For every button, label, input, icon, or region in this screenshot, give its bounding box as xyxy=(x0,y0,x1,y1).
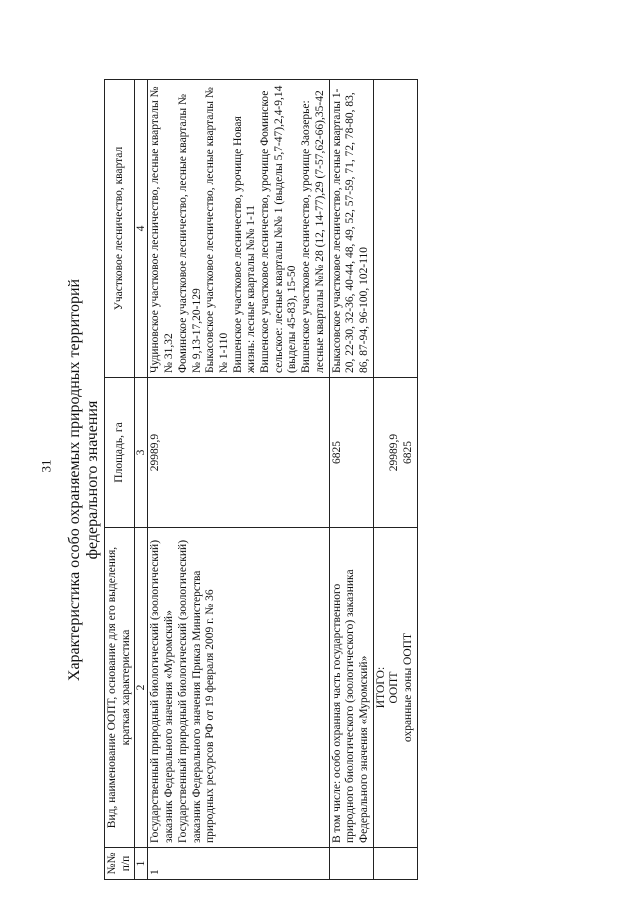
table-row xyxy=(329,80,373,880)
header-description: Вид, наименование ООПТ, основание для его выделения, краткая характеристика xyxy=(105,528,135,848)
location-item: Чудиновское участковое лесничество, лесные кварталы №№ 31,32 xyxy=(149,86,176,373)
header-location: Участковое лесничество, квартал xyxy=(105,80,135,378)
column-number: 4 xyxy=(135,80,148,378)
total-label: ИТОГО: xyxy=(374,666,387,709)
oopt-description: Государственный природный биологический (зоологический) заказник Федерального значения «Муромский» Государственный природный биологический (зоологический) заказник Федерального значения Приказ Министерства природных ресурсов РФ от 19 февраля 2009 г. № 36 xyxy=(148,528,329,848)
totals-values xyxy=(373,378,417,528)
column-number: 1 xyxy=(135,848,148,880)
title-line-2: федерального значения xyxy=(84,400,101,560)
totals-labels xyxy=(373,528,417,848)
table-header-row xyxy=(105,80,135,880)
total-oopt-label: ООПТ xyxy=(388,671,401,704)
totals-row xyxy=(373,80,417,880)
table-row xyxy=(148,80,329,880)
column-number: 3 xyxy=(135,378,148,528)
total-zones-label: охранные зоны ООПТ xyxy=(402,633,415,743)
header-number: №№ п/п xyxy=(105,848,135,880)
location-item: Вишенское участковое лесничество, урочище Новая жизнь: лесные кварталы №№ 1-11 xyxy=(231,116,258,373)
oopt-table xyxy=(104,79,418,880)
protected-part-area: 6825 xyxy=(329,378,373,528)
page-number: 31 xyxy=(38,459,54,473)
location-item: Вишенское участковое лесничество, урочище Заозерье: лесные кварталы №№ 28 (12, 14-77),29 (7-57,62-66),35-42 xyxy=(300,90,326,373)
location-item: Быкасовское участковое лесничество, лесные кварталы №№ 1-110 xyxy=(204,87,230,373)
column-number-row xyxy=(135,80,148,880)
protected-part-location: Быкасовское участковое лесничество, лесные кварталы 1-20, 22-30, 32-36, 40-44, 48, 49, 52, 57-59, 71, 72, 78-80, 83, 86, 87-94, 96-100, 102-110 xyxy=(329,80,373,378)
rotated-document-body xyxy=(65,65,625,895)
protected-part-description: В том числе: особо охранная часть государственного природного биологического (зоологического) заказника Федерального значения «Муромский» xyxy=(329,528,373,848)
column-number: 2 xyxy=(135,528,148,848)
header-area: Площадь, га xyxy=(105,378,135,528)
row-number: 1 xyxy=(148,848,329,880)
location-item: Фоминское участковое лесничество, лесные кварталы №№ 9,13-17,20-129 xyxy=(176,94,203,373)
document-title xyxy=(65,65,104,895)
total-oopt-value: 29989,9 xyxy=(388,433,401,472)
title-line-1: Характеристика особо охраняемых природных территорий xyxy=(66,278,83,682)
oopt-locations xyxy=(148,80,329,378)
total-zones-value: 6825 xyxy=(402,441,415,464)
oopt-area: 29989,9 xyxy=(148,378,329,528)
location-item: Вишенское участковое лесничество, урочище Фоминское сельское: лесные кварталы №№ 1 (выделы 5,7-47),2,4-9,14 (выделы 45-83), 15-50 xyxy=(259,85,299,373)
